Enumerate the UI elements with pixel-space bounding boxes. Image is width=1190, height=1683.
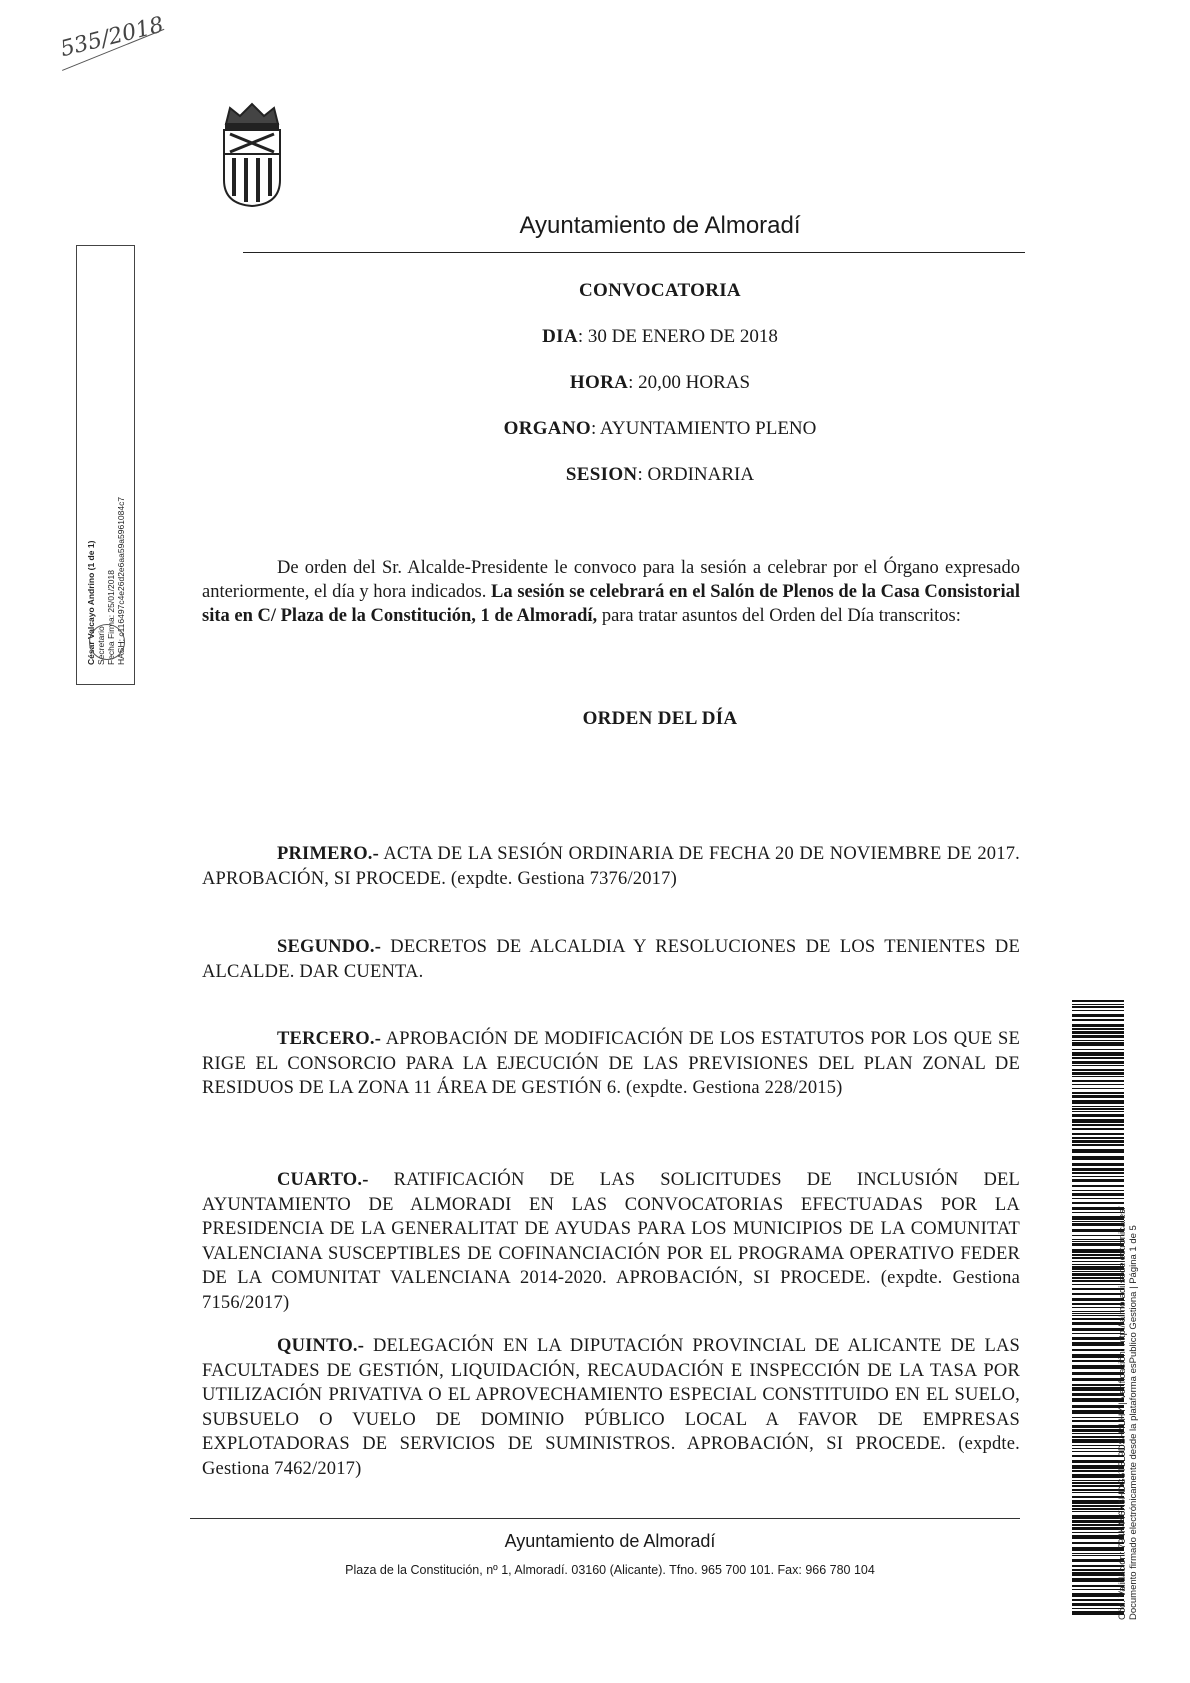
convocatoria-heading: CONVOCATORIA	[579, 280, 741, 301]
handwritten-registry-number: 535/2018	[58, 12, 167, 63]
footer-divider	[190, 1518, 1020, 1519]
footer-title: Ayuntamiento de Almoradí	[504, 1531, 716, 1551]
seal-icon	[89, 624, 125, 660]
agenda-item: CUARTO.- RATIFICACIÓN DE LAS SOLICITUDES DE INCLUSIÓN DEL AYUNTAMIENTO DE ALMORADI EN LAS CONVOCATORIAS EFECTUADAS POR LA PRESIDENCIA DE LA GENERALITAT DE AYUDAS PARA LOS MUNICIPIOS DE LA COMUNITAT VALENCIANA SUSCEPTIBLES DE COFINANCIACIÓN POR EL PROGRAMA OPERATIVO FEDER DE LA COMUNITAT VALENCIANA 2014-2020. APROBACIÓN, SI PROCEDE. (expdte. Gestiona 7156/2017)	[202, 1170, 1020, 1313]
agenda-item: QUINTO.- DELEGACIÓN EN LA DIPUTACIÓN PROVINCIAL DE ALICANTE DE LAS FACULTADES DE GESTIÓN, LIQUIDACIÓN, RECAUDACIÓN E INSPECCIÓN DE LA TASA POR UTILIZACIÓN PRIVATIVA O EL APROVECHAMIENTO ESPECIAL CONSTITUIDO EN EL SUELO, SUBSUELO O VUELO DE DOMINIO PÚBLICO LOCAL A FAVOR DE EMPRESAS EXPLOTADORAS DE SERVICIOS DE SUMINISTROS. APROBACIÓN, SI PROCEDE. (expdte. Gestiona 7462/2017)	[202, 1336, 1020, 1479]
signer-name: César Valcayo Andrino (1 de 1)	[85, 540, 96, 665]
intro-paragraph: De orden del Sr. Alcalde-Presidente le convoco para la sesión a celebrar por el Órgano expresado anteriormente, el día y hora indicados. La sesión se celebrará en el Salón de Plenos de la Casa Consistorial sita en C/ Plaza de la Constitución, 1 de Almoradí, para tratar asuntos del Orden del Día transcritos:	[202, 558, 1020, 626]
header-title: Ayuntamiento de Almoradí	[519, 212, 801, 239]
meeting-time: HORA: 20,00 HORAS	[569, 372, 751, 393]
validation-platform: Documento firmado electrónicamente desde la plataforma esPublico Gestiona | Página 1 de 5	[1128, 1225, 1139, 1620]
municipal-crest-logo	[220, 100, 284, 208]
validation-text	[1117, 1000, 1139, 1620]
signature-date: Fecha Firma: 25/01/2018	[105, 570, 116, 665]
agenda-heading: ORDEN DEL DÍA	[582, 708, 738, 729]
agenda-item: PRIMERO.- ACTA DE LA SESIÓN ORDINARIA DE FECHA 20 DE NOVIEMBRE DE 2017. APROBACIÓN, SI PROCEDE. (expdte. Gestiona 7376/2017)	[202, 844, 1020, 889]
meeting-day: DIA: 30 DE ENERO DE 2018	[542, 326, 778, 347]
validation-code: Cód. Validación: 794K446X6HDG6T5L9DSH4LHY | Verificación: http://almoradi.sedelectronica.es/	[1117, 1206, 1128, 1620]
signature-hash: HASH: c116497c4e26d2e6aa59a5961084c7	[115, 496, 126, 665]
footer-address: Plaza de la Constitución, nº 1, Almoradí. 03160 (Alicante). Tfno. 965 700 101. Fax: 966 780 104	[345, 1563, 875, 1577]
agenda-item: SEGUNDO.- DECRETOS DE ALCALDIA Y RESOLUCIONES DE LOS TENIENTES DE ALCALDE. DAR CUENTA.	[202, 937, 1020, 982]
meeting-session: SESION: ORDINARIA	[565, 464, 755, 485]
signature-box	[76, 245, 135, 685]
agenda-item: TERCERO.- APROBACIÓN DE MODIFICACIÓN DE LOS ESTATUTOS POR LOS QUE SE RIGE EL CONSORCIO PARA LA EJECUCIÓN DE LAS PREVISIONES DEL PLAN ZONAL DE RESIDUOS DE LA ZONA 11 ÁREA DE GESTIÓN 6. (expdte. Gestiona 228/2015)	[202, 1029, 1020, 1098]
meeting-organ: ORGANO: AYUNTAMIENTO PLENO	[503, 418, 817, 439]
signer-role: Secretario	[95, 626, 106, 665]
signature-details	[86, 265, 126, 665]
header-divider	[243, 252, 1025, 253]
